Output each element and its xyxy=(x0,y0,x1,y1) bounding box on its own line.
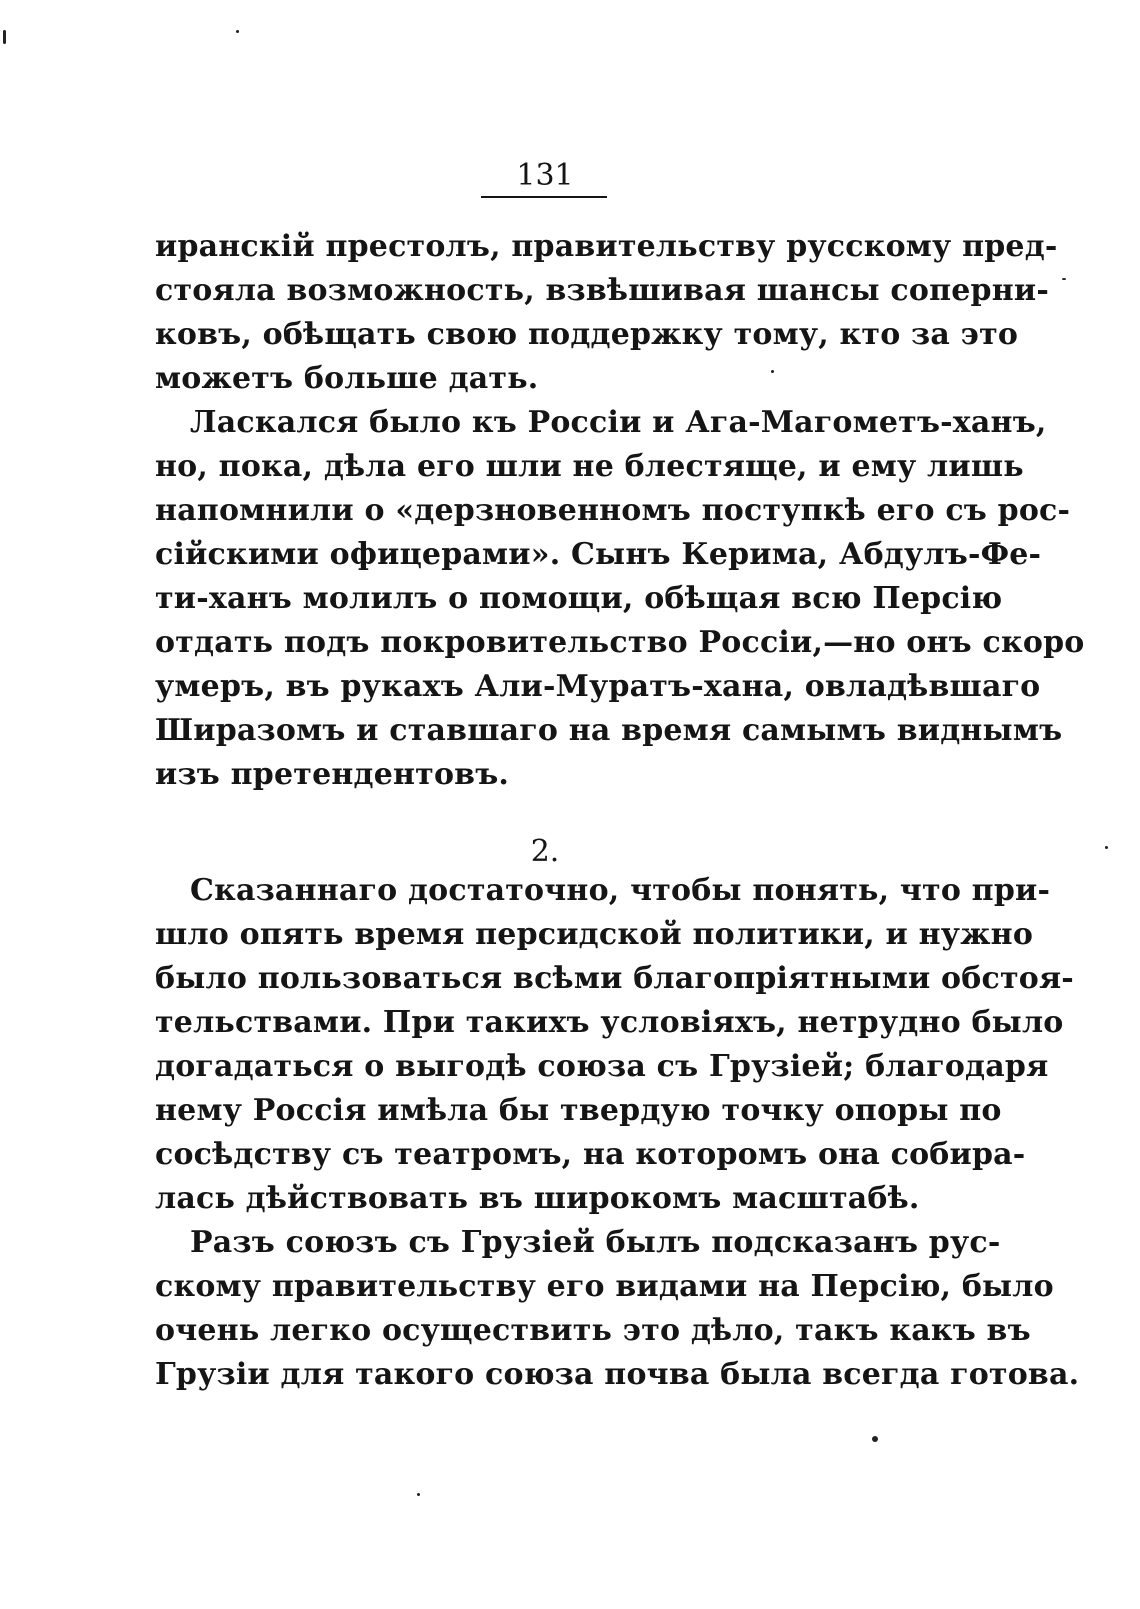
scan-speck xyxy=(872,1436,878,1442)
text-line: отдать подъ покровительство Россіи,—но онъ скоро xyxy=(155,625,1085,660)
text-line: нему Россія имѣла бы твердую точку опоры по xyxy=(155,1093,1002,1128)
text-line: тельствами. При такихъ условіяхъ, нетрудно было xyxy=(155,1005,1064,1040)
text-line: ти-ханъ молилъ о помощи, обѣщая всю Персію xyxy=(155,581,1003,616)
text-line: стояла возможность, взвѣшивая шансы соперни- xyxy=(155,273,1049,308)
section-number: 2. xyxy=(530,834,560,869)
scan-speck xyxy=(771,370,774,373)
text-line: Разъ союзъ съ Грузіей былъ подсказанъ рус- xyxy=(190,1225,1001,1260)
text-line: Грузіи для такого союза почва была всегда готова. xyxy=(155,1357,1080,1392)
text-line: догадаться о выгодѣ союза съ Грузіей; благодаря xyxy=(155,1049,1049,1084)
text-line: изъ претендентовъ. xyxy=(155,757,510,792)
scan-speck xyxy=(1062,278,1066,280)
page-number-rule xyxy=(481,196,607,198)
text-line: умеръ, въ рукахъ Али-Муратъ-хана, овладѣвшаго xyxy=(155,669,1041,704)
text-line: но, пока, дѣла его шли не блестяще, и ему лишь xyxy=(155,449,1024,484)
text-line: сосѣдству съ театромъ, на которомъ она собира- xyxy=(155,1137,1026,1172)
text-line: можетъ больше дать. xyxy=(155,361,539,396)
text-line: Ширазомъ и ставшаго на время самымъ виднымъ xyxy=(155,713,1063,748)
text-line: иранскій престолъ, правительству русскому пред- xyxy=(155,229,1058,264)
text-line: было пользоваться всѣми благопріятными обстоя- xyxy=(155,961,1074,996)
text-line: очень легко осуществить это дѣло, такъ какъ въ xyxy=(155,1313,1031,1348)
scan-speck xyxy=(417,1493,420,1496)
scan-speck xyxy=(3,30,6,44)
text-line: сійскими офицерами». Сынъ Керима, Абдулъ-Фе- xyxy=(155,537,1042,572)
text-line: Ласкался было къ Россіи и Ага-Магометъ-ханъ, xyxy=(190,405,1047,440)
text-line: напомнили о «дерзновенномъ поступкѣ его съ рос- xyxy=(155,493,1071,528)
text-line: шло опять время персидской политики, и нужно xyxy=(155,917,1034,952)
text-line: лась дѣйствовать въ широкомъ масштабѣ. xyxy=(155,1181,920,1216)
scan-speck xyxy=(1105,846,1108,849)
text-line: скому правительству его видами на Персію, было xyxy=(155,1269,1054,1304)
text-line: Сказаннаго достаточно, чтобы понять, что при- xyxy=(190,873,1051,908)
scan-speck xyxy=(236,30,239,33)
page-number: 131 xyxy=(516,158,574,193)
text-line: ковъ, обѣщать свою поддержку тому, кто за это xyxy=(155,317,1019,352)
